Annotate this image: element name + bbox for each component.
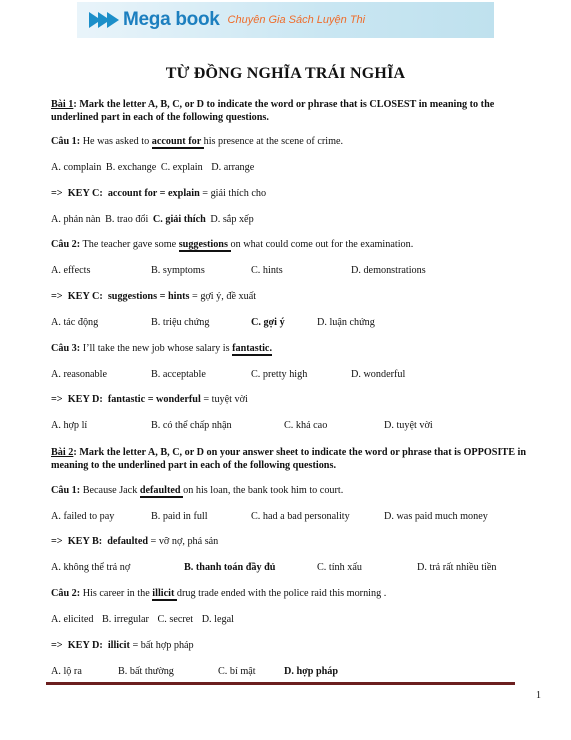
key-meaning: = vỡ nợ, phá sản bbox=[148, 536, 219, 547]
triple-arrow-icon bbox=[89, 11, 119, 29]
option-c: C. khá cao bbox=[284, 420, 328, 431]
underlined-target: illicit bbox=[152, 588, 177, 599]
option-b: B. paid in full bbox=[151, 511, 208, 522]
option-d: D. wonderful bbox=[351, 369, 406, 380]
option-a: A. elicited bbox=[51, 614, 94, 625]
key-text: illicit bbox=[107, 640, 130, 651]
option-b: B. acceptable bbox=[151, 369, 206, 380]
key-arrow: => bbox=[51, 640, 63, 651]
option-a: A. hợp lí bbox=[51, 420, 88, 431]
question-4 bbox=[51, 485, 343, 496]
key-meaning: = bất hợp pháp bbox=[129, 640, 194, 651]
option-d: D. arrange bbox=[211, 162, 255, 173]
key-arrow: => bbox=[51, 188, 63, 199]
option-c: C. had a bad personality bbox=[251, 511, 350, 522]
option-c: C. gợi ý bbox=[251, 317, 285, 328]
answer-key bbox=[51, 188, 266, 199]
footer-divider bbox=[46, 682, 515, 685]
page-number: 1 bbox=[536, 690, 541, 701]
option-c: C. giải thích bbox=[152, 214, 206, 225]
question-pre: He was asked to bbox=[80, 136, 152, 147]
option-a: A. complain bbox=[51, 162, 102, 173]
question-1 bbox=[51, 136, 343, 147]
key-label: KEY B: bbox=[67, 536, 103, 547]
underlined-target: account for bbox=[151, 136, 204, 147]
translated-options bbox=[51, 214, 254, 225]
option-c: C. explain bbox=[160, 162, 203, 173]
option-a: A. effects bbox=[51, 265, 91, 276]
option-a: A. failed to pay bbox=[51, 511, 115, 522]
underlined-target: defaulted bbox=[139, 485, 184, 496]
answer-key bbox=[51, 291, 256, 302]
option-d: D. sắp xếp bbox=[210, 214, 254, 225]
question-pre: The teacher gave some bbox=[80, 239, 179, 250]
exercise-2-instruction bbox=[51, 446, 531, 472]
header-banner bbox=[77, 2, 494, 38]
option-a: A. lộ ra bbox=[51, 666, 82, 677]
option-b: B. thanh toán đầy đủ bbox=[184, 562, 276, 573]
key-meaning: = tuyệt vời bbox=[200, 394, 248, 405]
answer-key bbox=[51, 394, 248, 405]
key-text: fantastic = wonderful bbox=[107, 394, 201, 405]
option-b: B. irregular bbox=[101, 614, 149, 625]
question-label: Câu 2: bbox=[51, 588, 81, 599]
option-b: B. triệu chứng bbox=[151, 317, 210, 328]
question-2 bbox=[51, 239, 413, 250]
key-meaning: = giải thích cho bbox=[199, 188, 267, 199]
option-d: D. luận chứng bbox=[317, 317, 375, 328]
key-label: KEY D: bbox=[67, 640, 103, 651]
exercise-1-instruction bbox=[51, 98, 531, 124]
option-d: D. was paid much money bbox=[384, 511, 488, 522]
option-d: D. legal bbox=[201, 614, 234, 625]
option-d: D. trả rất nhiều tiền bbox=[417, 562, 497, 573]
option-c: C. bí mật bbox=[218, 666, 256, 677]
option-d: D. hợp pháp bbox=[284, 666, 339, 677]
instruction-text: : Mark the letter A, B, C, or D on your answer sheet to indicate the word or phrase that is OPPOSITE in meaning to the underlined part in each of the following questions. bbox=[51, 447, 527, 471]
question-pre: I’ll take the new job whose salary is bbox=[80, 343, 233, 354]
underlined-target: fantastic. bbox=[232, 343, 272, 354]
question-label: Câu 1: bbox=[51, 136, 81, 147]
question-pre: Because Jack bbox=[80, 485, 140, 496]
key-text: account for = explain bbox=[107, 188, 200, 199]
key-arrow: => bbox=[51, 291, 63, 302]
question-label: Câu 3: bbox=[51, 343, 81, 354]
question-label: Câu 1: bbox=[51, 485, 81, 496]
answer-key bbox=[51, 536, 218, 547]
key-label: KEY C: bbox=[67, 188, 103, 199]
page-title: TỪ ĐỒNG NGHĨA TRÁI NGHĨA bbox=[165, 65, 406, 82]
option-c: C. tính xấu bbox=[317, 562, 362, 573]
key-meaning: = gợi ý, đề xuất bbox=[189, 291, 257, 302]
option-c: C. pretty high bbox=[251, 369, 308, 380]
option-a: A. phản nàn bbox=[51, 214, 101, 225]
exercise-label: Bài 1 bbox=[51, 99, 74, 110]
key-arrow: => bbox=[51, 536, 63, 547]
option-b: B. bất thường bbox=[118, 666, 174, 677]
option-b: B. trao đổi bbox=[105, 214, 149, 225]
question-5 bbox=[51, 588, 386, 599]
option-b: B. exchange bbox=[105, 162, 157, 173]
key-label: KEY D: bbox=[67, 394, 103, 405]
answer-options bbox=[51, 614, 234, 625]
key-text: defaulted bbox=[107, 536, 148, 547]
key-text: suggestions = hints bbox=[107, 291, 190, 302]
option-d: D. tuyệt vời bbox=[384, 420, 433, 431]
brand-name: Mega book bbox=[123, 9, 220, 30]
question-label: Câu 2: bbox=[51, 239, 81, 250]
option-a: A. không thể trả nợ bbox=[51, 562, 131, 573]
key-label: KEY C: bbox=[67, 291, 103, 302]
question-pre: His career in the bbox=[80, 588, 153, 599]
question-post: on what could come out for the examination. bbox=[230, 239, 414, 250]
brand-tagline: Chuyên Gia Sách Luyện Thi bbox=[227, 14, 366, 26]
option-c: C. hints bbox=[251, 265, 283, 276]
question-post: his presence at the scene of crime. bbox=[203, 136, 344, 147]
option-d: D. demonstrations bbox=[351, 265, 426, 276]
option-c: C. secret bbox=[157, 614, 194, 625]
question-post: on his loan, the bank took him to court. bbox=[183, 485, 344, 496]
option-a: A. reasonable bbox=[51, 369, 108, 380]
option-b: B. symptoms bbox=[151, 265, 205, 276]
exercise-label: Bài 2 bbox=[51, 447, 74, 458]
underlined-target: suggestions bbox=[178, 239, 231, 250]
key-arrow: => bbox=[51, 394, 63, 405]
answer-key bbox=[51, 640, 194, 651]
option-b: B. có thể chấp nhận bbox=[151, 420, 232, 431]
instruction-text: : Mark the letter A, B, C, or D to indicate the word or phrase that is CLOSEST in meaning to the underlined part in each of the following questions. bbox=[51, 99, 495, 123]
option-a: A. tác động bbox=[51, 317, 99, 328]
question-3 bbox=[51, 343, 272, 354]
question-post: drug trade ended with the police raid this morning . bbox=[176, 588, 387, 599]
answer-options bbox=[51, 162, 254, 173]
